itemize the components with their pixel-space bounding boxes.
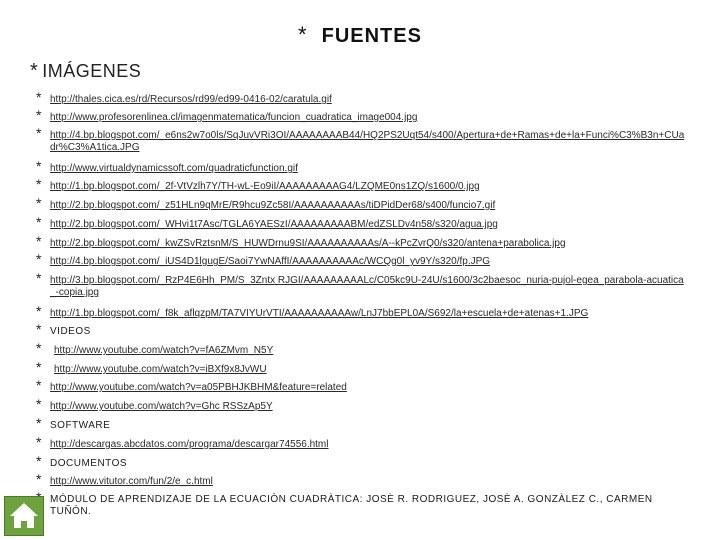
list-item (36, 359, 686, 376)
documentos-label: DOCUMENTOS (50, 458, 128, 469)
list-item (36, 471, 686, 488)
item-bullet: * (36, 195, 42, 211)
item-bullet: * (36, 214, 42, 230)
list-item (36, 195, 686, 212)
item-bullet: * (36, 377, 42, 393)
document-link[interactable]: http://www.vitutor.com/fun/2/e_c.html (50, 476, 213, 487)
software-link[interactable]: http://descargas.abcdatos.com/programa/descargar74556.html (50, 439, 329, 450)
video-link[interactable]: http://www.youtube.com/watch?v=Ghc RSSzAp5Y (50, 401, 273, 412)
item-bullet: * (36, 453, 42, 469)
section-text: IMÁGENES (42, 61, 142, 81)
section-bullet: * (30, 60, 39, 82)
source-link[interactable]: http://1.bp.blogspot.com/_f8k_aflqzpM/TA7VIYUrVTI/AAAAAAAAAAw/LnJ7bbEPL0A/S692/la+escuela+de+atenas+1.JPG (50, 308, 589, 319)
list-item (36, 176, 686, 193)
source-link[interactable]: http://2.bp.blogspot.com/_kwZSvRztsnM/S_HUWDrnu9SI/AAAAAAAAAAs/A--kPcZvrQ0/s320/antena+parabolica.jpg (50, 238, 566, 249)
item-bullet: * (36, 251, 42, 267)
item-bullet: * (36, 434, 42, 450)
list-item (36, 396, 686, 413)
item-bullet: * (36, 158, 42, 174)
video-link[interactable]: http://www.youtube.com/watch?v=a05PBHJKBHM&feature=related (50, 382, 347, 393)
list-item (36, 415, 686, 432)
section-heading-imagenes (30, 60, 141, 83)
video-link[interactable]: http://www.youtube.com/watch?v=iBXf9x8JvWU (54, 364, 267, 375)
title-text: FUENTES (321, 25, 422, 47)
list-item (36, 377, 686, 394)
item-bullet: * (36, 340, 42, 356)
home-button[interactable] (4, 496, 44, 536)
item-bullet: * (36, 359, 42, 375)
item-bullet: * (36, 89, 42, 105)
title-bullet: * (298, 22, 308, 47)
item-bullet: * (36, 107, 42, 123)
home-icon (5, 497, 43, 535)
list-item (36, 321, 686, 338)
software-label: SOFTWARE (50, 420, 111, 431)
source-link[interactable]: http://4.bp.blogspot.com/_e6ns2w7o0ls/SqJuvVRi3OI/AAAAAAAAB44/HQ2PS2Uqt54/s400/Apertura+de+Ramas+de+la+Funci%C3%B3n+CUadr%C3%A1tica.JPG (50, 130, 685, 153)
list-item (36, 125, 686, 154)
source-link[interactable]: http://www.virtualdynamicssoft.com/quadraticfunction.gif (50, 163, 298, 174)
list-item (36, 89, 686, 106)
item-bullet: * (36, 176, 42, 192)
list-item (36, 494, 676, 518)
list-item (36, 453, 686, 470)
list-item (36, 214, 686, 231)
item-bullet: * (36, 270, 42, 286)
source-link[interactable]: http://thales.cica.es/rd/Recursos/rd99/ed99-0416-02/caratula.gif (50, 94, 332, 105)
item-bullet: * (36, 321, 42, 337)
videos-label: VIDEOS (50, 326, 91, 337)
source-link[interactable]: http://3.bp.blogspot.com/_RzP4E6Hh_PM/S_3Zntx RJGI/AAAAAAAAALc/C05kc9U-24U/s1600/3c2baesoc_nuria-pujol-egea_parabola-acuatica_-copia.jpg (50, 275, 684, 298)
item-bullet: * (36, 471, 42, 487)
source-link[interactable]: http://1.bp.blogspot.com/_2f-VtVzlh7Y/TH-wL-Eo9iI/AAAAAAAAAG4/LZQME0ns1ZQ/s1600/0.jpg (50, 181, 480, 192)
document-reference: MÓDULO DE APRENDIZAJE DE LA ECUACIÒN CUADRÀTICA: JOSÈ R. RODRIGUEZ, JOSÈ A. GONZÀLEZ C., CARMEN TUÑÓN. (50, 494, 653, 517)
item-bullet: * (36, 415, 42, 431)
source-link[interactable]: http://2.bp.blogspot.com/_WHvi1t7Asc/TGLA6YAESzI/AAAAAAAAABM/edZSLDv4n58/s320/agua.jpg (50, 219, 498, 230)
item-bullet: * (36, 233, 42, 249)
item-bullet: * (36, 396, 42, 412)
source-link[interactable]: http://www.profesorenlinea.cl/imagenmatematica/funcion_cuadratica_image004.jpg (50, 112, 418, 123)
list-item (36, 251, 686, 268)
list-item (36, 233, 686, 250)
list-item (36, 107, 686, 124)
list-item (36, 303, 686, 320)
source-link[interactable]: http://4.bp.blogspot.com/_iUS4D1lgugE/Saoi7YwNAffI/AAAAAAAAAAc/WCQg0l_yv9Y/s320/fp.JPG (50, 256, 491, 267)
item-bullet: * (36, 303, 42, 319)
list-item (36, 270, 686, 299)
list-item (36, 434, 686, 451)
video-link[interactable]: http://www.youtube.com/watch?v=fA6ZMvm_N5Y (54, 345, 274, 356)
source-link[interactable]: http://2.bp.blogspot.com/_z51HLn9qMrE/R9hcu9Zc58I/AAAAAAAAAAs/tiDPidDer68/s400/funcio7.gif (50, 200, 496, 211)
page-title (0, 22, 720, 48)
list-item (36, 158, 686, 175)
item-bullet: * (36, 125, 42, 141)
list-item (36, 340, 686, 357)
